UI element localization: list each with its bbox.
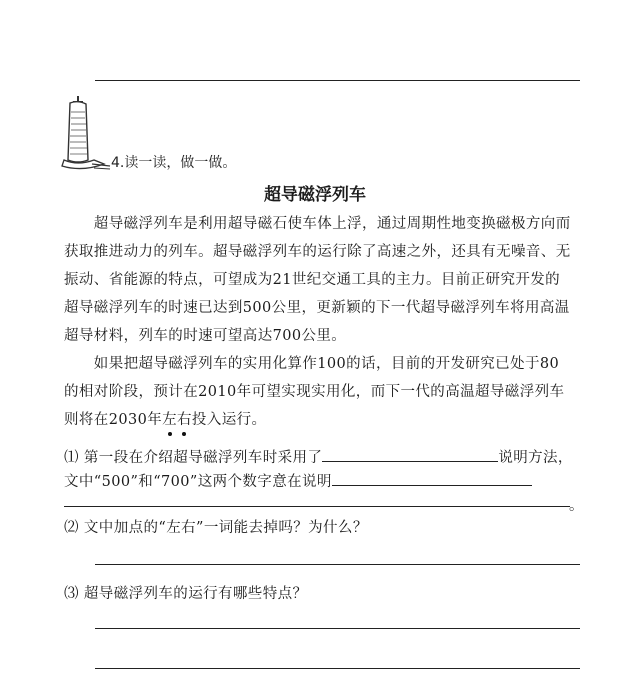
paragraph-2-line: 如果把超导磁浮列车的实用化算作100的话，目前的开发研究已处于80 [64, 356, 560, 372]
section-label: 4.读一读，做一做。 [111, 155, 237, 171]
paragraph-1-line: 获取推进动力的列车。超导磁浮列车的运行除了高速之外，还具有无噪音、无 [64, 244, 571, 260]
question-1-line-2 [64, 470, 532, 491]
question-1 [64, 446, 573, 467]
question-3: ⑶ 超导磁浮列车的运行有哪些特点？ [64, 586, 308, 602]
paragraph-2-text: 投入运行。 [191, 412, 267, 428]
paragraph-1-line: 超导磁浮列车的时速已达到500公里，更新颖的下一代超导磁浮列车将用高温 [64, 300, 570, 316]
paragraph-2-line: 的相对阶段，预计在2010年可望实现实用化，而下一代的高温超导磁浮列车 [64, 384, 565, 400]
dotted-char: 左 [162, 408, 177, 429]
answer-blank-purpose[interactable] [332, 471, 532, 486]
paragraph-1-line: 超导磁浮列车是利用超导磁石使车体上浮，通过周期性地变换磁极方向而 [64, 216, 571, 232]
answer-line-q1[interactable] [64, 506, 570, 507]
top-rule [95, 80, 580, 81]
answer-blank-method[interactable] [322, 447, 498, 462]
answer-line-q3[interactable] [95, 668, 580, 669]
question-1-end: 。 [569, 498, 584, 514]
paragraph-1-line: 超导材料，列车的时速可望高达700公里。 [64, 328, 347, 344]
scroll-icon [60, 94, 112, 172]
paragraph-2-last-line [64, 408, 266, 429]
answer-line-q3[interactable] [95, 628, 580, 629]
answer-line-q2[interactable] [95, 564, 580, 565]
dotted-char: 右 [177, 408, 192, 429]
question-1-suffix: 说明方法， [498, 450, 573, 466]
article-title: 超导磁浮列车 [264, 185, 366, 205]
paragraph-2-text: 则将在2030年 [64, 412, 163, 428]
question-1-prefix: ⑴ 第一段在介绍超导磁浮列车时采用了 [64, 450, 323, 466]
question-1-line-2-text: 文中“500”和“700”这两个数字意在说明 [64, 474, 332, 490]
question-2: ⑵ 文中加点的“左右”一词能去掉吗？为什么？ [64, 520, 368, 536]
paragraph-1-line: 振动、省能源的特点，可望成为21世纪交通工具的主力。目前正研究开发的 [64, 272, 561, 288]
